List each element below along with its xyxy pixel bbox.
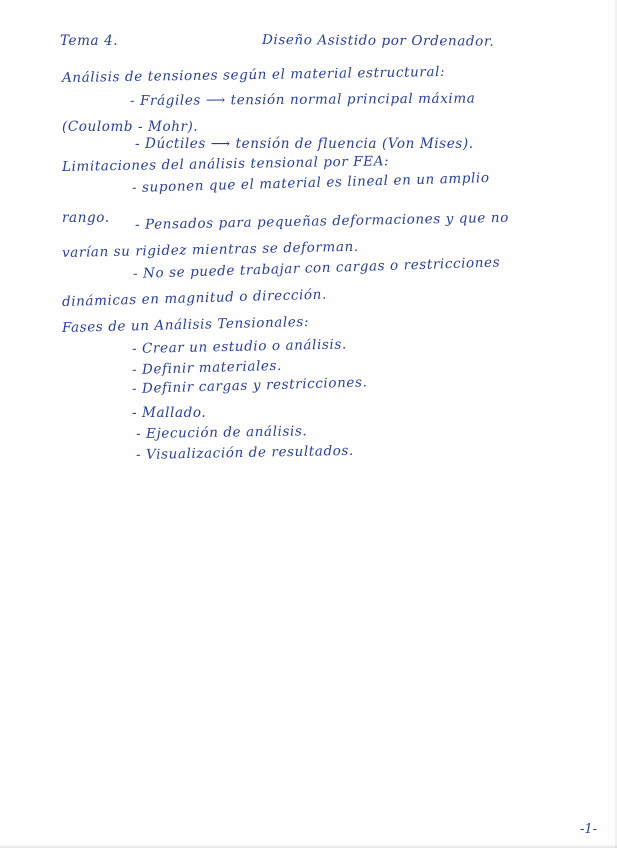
phase-meshing: - Mallado.: [132, 405, 207, 421]
heading-stress-analysis: Análisis de tensiones según el material estructural:: [61, 63, 446, 86]
heading-fea-limitations: Limitaciones del análisis tensional por FEA:: [61, 153, 390, 175]
item-dynamic-loads: - No se puede trabajar con cargas o restricciones: [132, 254, 501, 282]
phase-define-materials: - Definir materiales.: [131, 357, 283, 378]
item-small-deformations-continued: varían su rigidez mientras se deforman.: [61, 238, 359, 261]
item-ductile: - Dúctiles ⟶ tensión de fluencia (Von Mises).: [135, 136, 474, 152]
paper-bottom-edge: [0, 844, 617, 848]
phase-run-analysis: - Ejecución de análisis.: [135, 423, 308, 442]
item-small-deformations: - Pensados para pequeñas deformaciones y que no: [134, 209, 510, 233]
item-linear-material: - suponen que el material es lineal en un amplio: [131, 170, 490, 196]
page-number: -1-: [579, 822, 597, 837]
item-linear-material-continued: rango.: [62, 210, 110, 226]
header-topic: Tema 4.: [60, 33, 119, 49]
item-fragile: - Frágiles ⟶ tensión normal principal máxima: [129, 90, 476, 109]
phase-create-study: - Crear un estudio o análisis.: [131, 336, 347, 357]
item-dynamic-loads-continued: dinámicas en magnitud o dirección.: [61, 286, 328, 310]
heading-analysis-phases: Fases de un Análisis Tensionales:: [61, 313, 310, 336]
item-fragile-continued: (Coulomb - Mohr).: [62, 119, 199, 135]
phase-define-loads: - Definir cargas y restricciones.: [131, 374, 368, 397]
phase-visualize-results: - Visualización de resultados.: [135, 442, 355, 463]
header-subject: Diseño Asistido por Ordenador.: [261, 32, 495, 50]
